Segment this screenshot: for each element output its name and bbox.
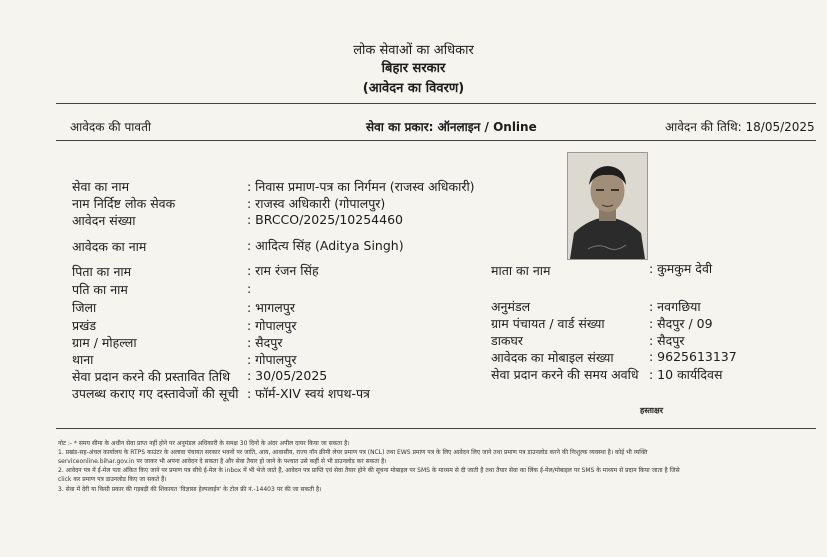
note-line: serviceonline.bihar.gov.in पर जाकर भी अपना आवेदन दे सकता है और सेवा तैयार हो जाने के पश्चात उसे कहीं से भी डाउनलोड कर सकता है। [58,458,387,465]
field-district-value: : भागलपुर [247,300,295,315]
field-police-station-label: थाना [72,352,94,367]
divider-bottom [56,428,816,429]
field-mother-name-label: माता का नाम [491,263,551,278]
field-husband-name-value: : [247,281,252,296]
field-mother-name-value: : कुमकुम देवी [649,261,713,276]
field-proposed-date-label: सेवा प्रदान करने की प्रस्तावित तिथि [72,369,231,384]
field-father-name-value: : राम रंजन सिंह [247,263,319,278]
field-block-label: प्रखंड [72,318,97,333]
field-service-duration-value: : 10 कार्यदिवस [649,367,723,382]
applicant-photo [567,152,648,260]
header-subtitle: (आवेदन का विवरण) [362,81,465,96]
field-designated-officer-value: : राजस्व अधिकारी (गोपालपुर) [247,196,386,211]
field-subdivision-value: : नवगछिया [649,299,701,314]
field-husband-name-label: पति का नाम [72,282,128,297]
field-panchayat-ward-value: : सैदपुर / 09 [649,316,713,331]
field-village-value: : सैदपुर [247,335,283,350]
note-line: 2. आवेदन पत्र में ई-मेल पता अंकित किए जाने पर प्रमाण पत्र सीधे ई-मेल के inbox में भी भेजे जाते हैं, आवेदन पत्र प्राप्ति एवं सेवा तैयार होने की सूचना मोबाइल पर SMS के माध्यम से दी जाती है तथा तैयार सेवा का लिंक ई-मेल/मोबाइल पर SMS के माध्यम से प्रदान किया जाता है जिसे [58,467,680,474]
field-post-office-value: : सैदपुर [649,333,685,348]
service-type: सेवा का प्रकार: ऑनलाइन / Online [366,120,537,134]
field-subdivision-label: अनुमंडल [491,299,531,314]
note-line: नोट :- * समय सीमा के अधीन सेवा प्राप्त नहीं होने पर अनुमंडल अधिकारी के समक्ष 30 दिनों के अंदर अपील दायर किया जा सकता है। [58,440,350,447]
field-applicant-name-label: आवेदक का नाम [72,239,147,254]
divider-top [56,103,816,104]
note-line: click कर प्रमाण पत्र डाउनलोड किए जा सकते हैं। [58,476,167,483]
note-line: 3. सेवा में देरी या किसी प्रकार की गड़बड़ी की शिकायत 'विज्ञासा हेल्पलाईन' के टोल फ्री नं.-14403 पर की जा सकती है। [58,486,322,493]
field-service-name-label: सेवा का नाम [72,179,130,194]
field-service-duration-label: सेवा प्रदान करने की समय अवधि [491,367,639,382]
note-line: 1. प्रखंड-सह-अंचल कार्यालय के RTPS काउंटर के अलावा पंचायत सरकार भवनों पर जाति, आय, आवासीय, राज्य नॉन क्रीमी लेयर प्रमाण पत्र (NCL) तथा EWS प्रमाण पत्र के लिए आवेदन लिए जाने तथा प्रमाण पत्र डाउनलोड करने की निःशुल्क व्यवस्था है। कोई भी व्यक्ति [58,449,648,456]
field-panchayat-ward-label: ग्राम पंचायत / वार्ड संख्या [491,316,605,331]
divider-meta [56,140,816,141]
field-village-label: ग्राम / मोहल्ला [72,335,137,350]
field-application-number-value: : BRCCO/2025/10254460 [247,212,403,227]
field-application-number-label: आवेदन संख्या [72,213,136,228]
field-service-name-value: : निवास प्रमाण-पत्र का निर्गमन (राजस्व अधिकारी) [247,179,475,194]
field-block-value: : गोपालपुर [247,318,297,333]
field-designated-officer-label: नाम निर्दिष्ट लोक सेवक [72,196,176,211]
field-documents-value: : फॉर्म-XIV स्वयं शपथ-पत्र [247,386,370,401]
header-state: बिहार सरकार [381,61,446,76]
field-proposed-date-value: : 30/05/2025 [247,368,328,383]
field-documents-label: उपलब्ध कराए गए दस्तावेजों की सूची [72,386,239,401]
field-applicant-name-value: : आदित्य सिंह (Aditya Singh) [247,238,404,253]
field-post-office-label: डाकघर [491,333,524,348]
field-mobile-label: आवेदक का मोबाइल संख्या [491,350,614,365]
signature-label: हस्ताक्षर [640,406,663,415]
field-police-station-value: : गोपालपुर [247,352,297,367]
field-father-name-label: पिता का नाम [72,264,132,279]
field-district-label: जिला [72,300,97,315]
header-title: लोक सेवाओं का अधिकार [353,43,474,58]
application-date: आवेदन की तिथि: 18/05/2025 [665,120,815,134]
receipt-label: आवेदक की पावती [70,120,152,134]
field-mobile-value: : 9625613137 [649,349,737,364]
